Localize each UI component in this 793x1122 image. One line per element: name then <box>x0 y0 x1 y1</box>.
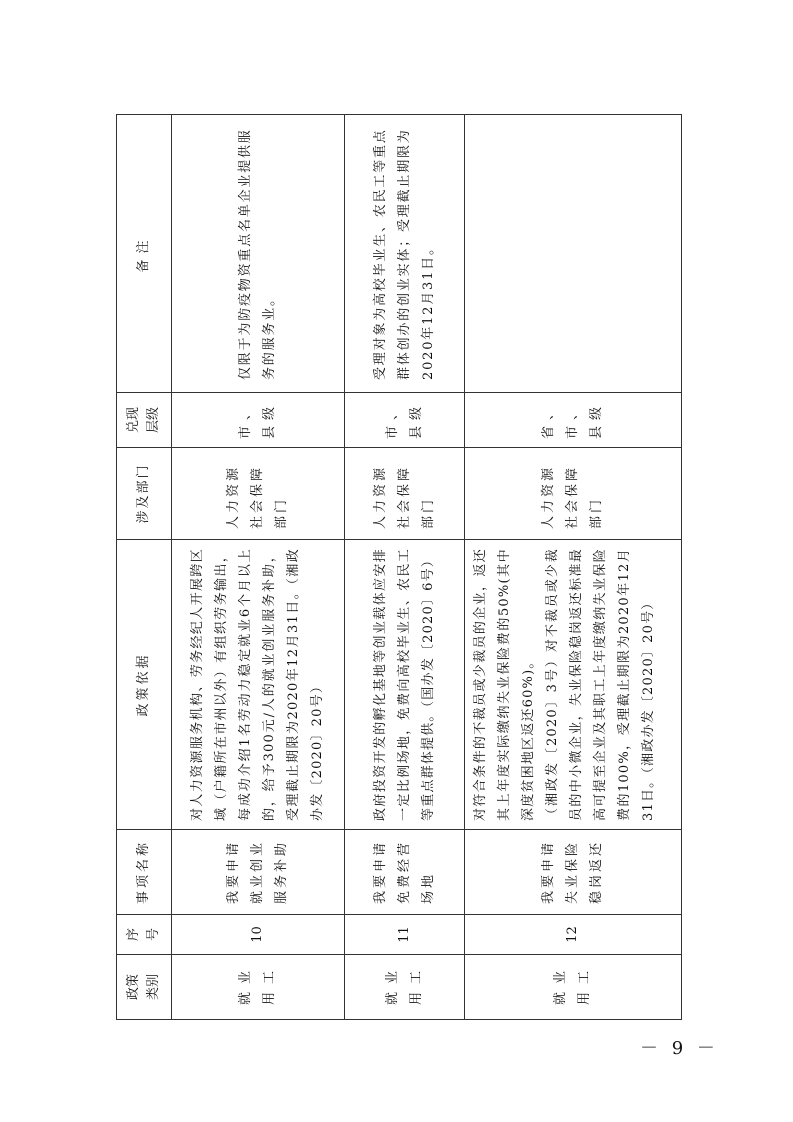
header-category: 政策 类别 <box>117 955 172 1020</box>
cell-basis: 政府投资开发的孵化基地等创业载体应安排一定比例场地，免费向高校毕业生、农民工等重点群体提供。（国办发〔2020〕6号） <box>345 540 465 830</box>
cell-note: 仅限于为防疫物资重点名单企业提供服务的服务业。 <box>172 115 345 393</box>
header-number: 序 号 <box>117 915 172 955</box>
cell-level: 市、 县级 <box>172 393 345 448</box>
cell-category: 就业 用工 <box>172 955 345 1020</box>
cell-number: 10 <box>172 915 345 955</box>
cell-dept: 人力资源 社会保障 部门 <box>345 448 465 540</box>
header-level: 兑现 层级 <box>117 393 172 448</box>
cell-note <box>465 115 682 393</box>
header-row <box>117 115 172 1020</box>
cell-dept: 人力资源 社会保障 部门 <box>172 448 345 540</box>
cell-note: 受理对象为高校毕业生、农民工等重点群体创办的创业实体；受理截止期限为2020年12月31日。 <box>345 115 465 393</box>
table-row <box>345 115 465 1020</box>
cell-name: 我要申请 就业创业 服务补助 <box>172 830 345 915</box>
cell-level: 省、 市、 县级 <box>465 393 682 448</box>
table-row <box>172 115 345 1020</box>
cell-basis: 对符合条件的不裁员或少裁员的企业，返还其上年度实际缴纳失业保险费的50%(其中深度贫困地区返还60%)。 （湘政发〔2020〕3号）对不裁员或少裁员的中小微企业，失业保险稳岗返还标准最高可提至企业及其职工上年度缴纳失业保险费的100%，受理截止期限为2020年12月31日。（湘政办发〔2020〕20号） <box>465 540 682 830</box>
cell-name: 我要申请 免费经营 场地 <box>345 830 465 915</box>
cell-basis: 对人力资源服务机构、劳务经纪人开展跨区域（户籍所在市州以外）有组织劳务输出，每成功介绍1名劳动力稳定就业6个月以上的，给予300元/人的就业创业服务补助，受理截止期限为2020年12月31日。（湘政办发〔2020〕20号） <box>172 540 345 830</box>
rotated-table-wrapper <box>116 115 681 1020</box>
header-note: 备注 <box>117 115 172 393</box>
cell-number: 11 <box>345 915 465 955</box>
cell-category: 就业 用工 <box>465 955 682 1020</box>
page-number: － 9 － <box>640 1038 719 1059</box>
policy-table <box>116 114 682 1020</box>
header-dept: 涉及部门 <box>117 448 172 540</box>
cell-category: 就业 用工 <box>345 955 465 1020</box>
cell-number: 12 <box>465 915 682 955</box>
header-basis: 政策依据 <box>117 540 172 830</box>
cell-name: 我要申请 失业保险 稳岗返还 <box>465 830 682 915</box>
cell-level: 市、 县级 <box>345 393 465 448</box>
table-row <box>465 115 682 1020</box>
header-name: 事项名称 <box>117 830 172 915</box>
cell-dept: 人力资源 社会保障 部门 <box>465 448 682 540</box>
